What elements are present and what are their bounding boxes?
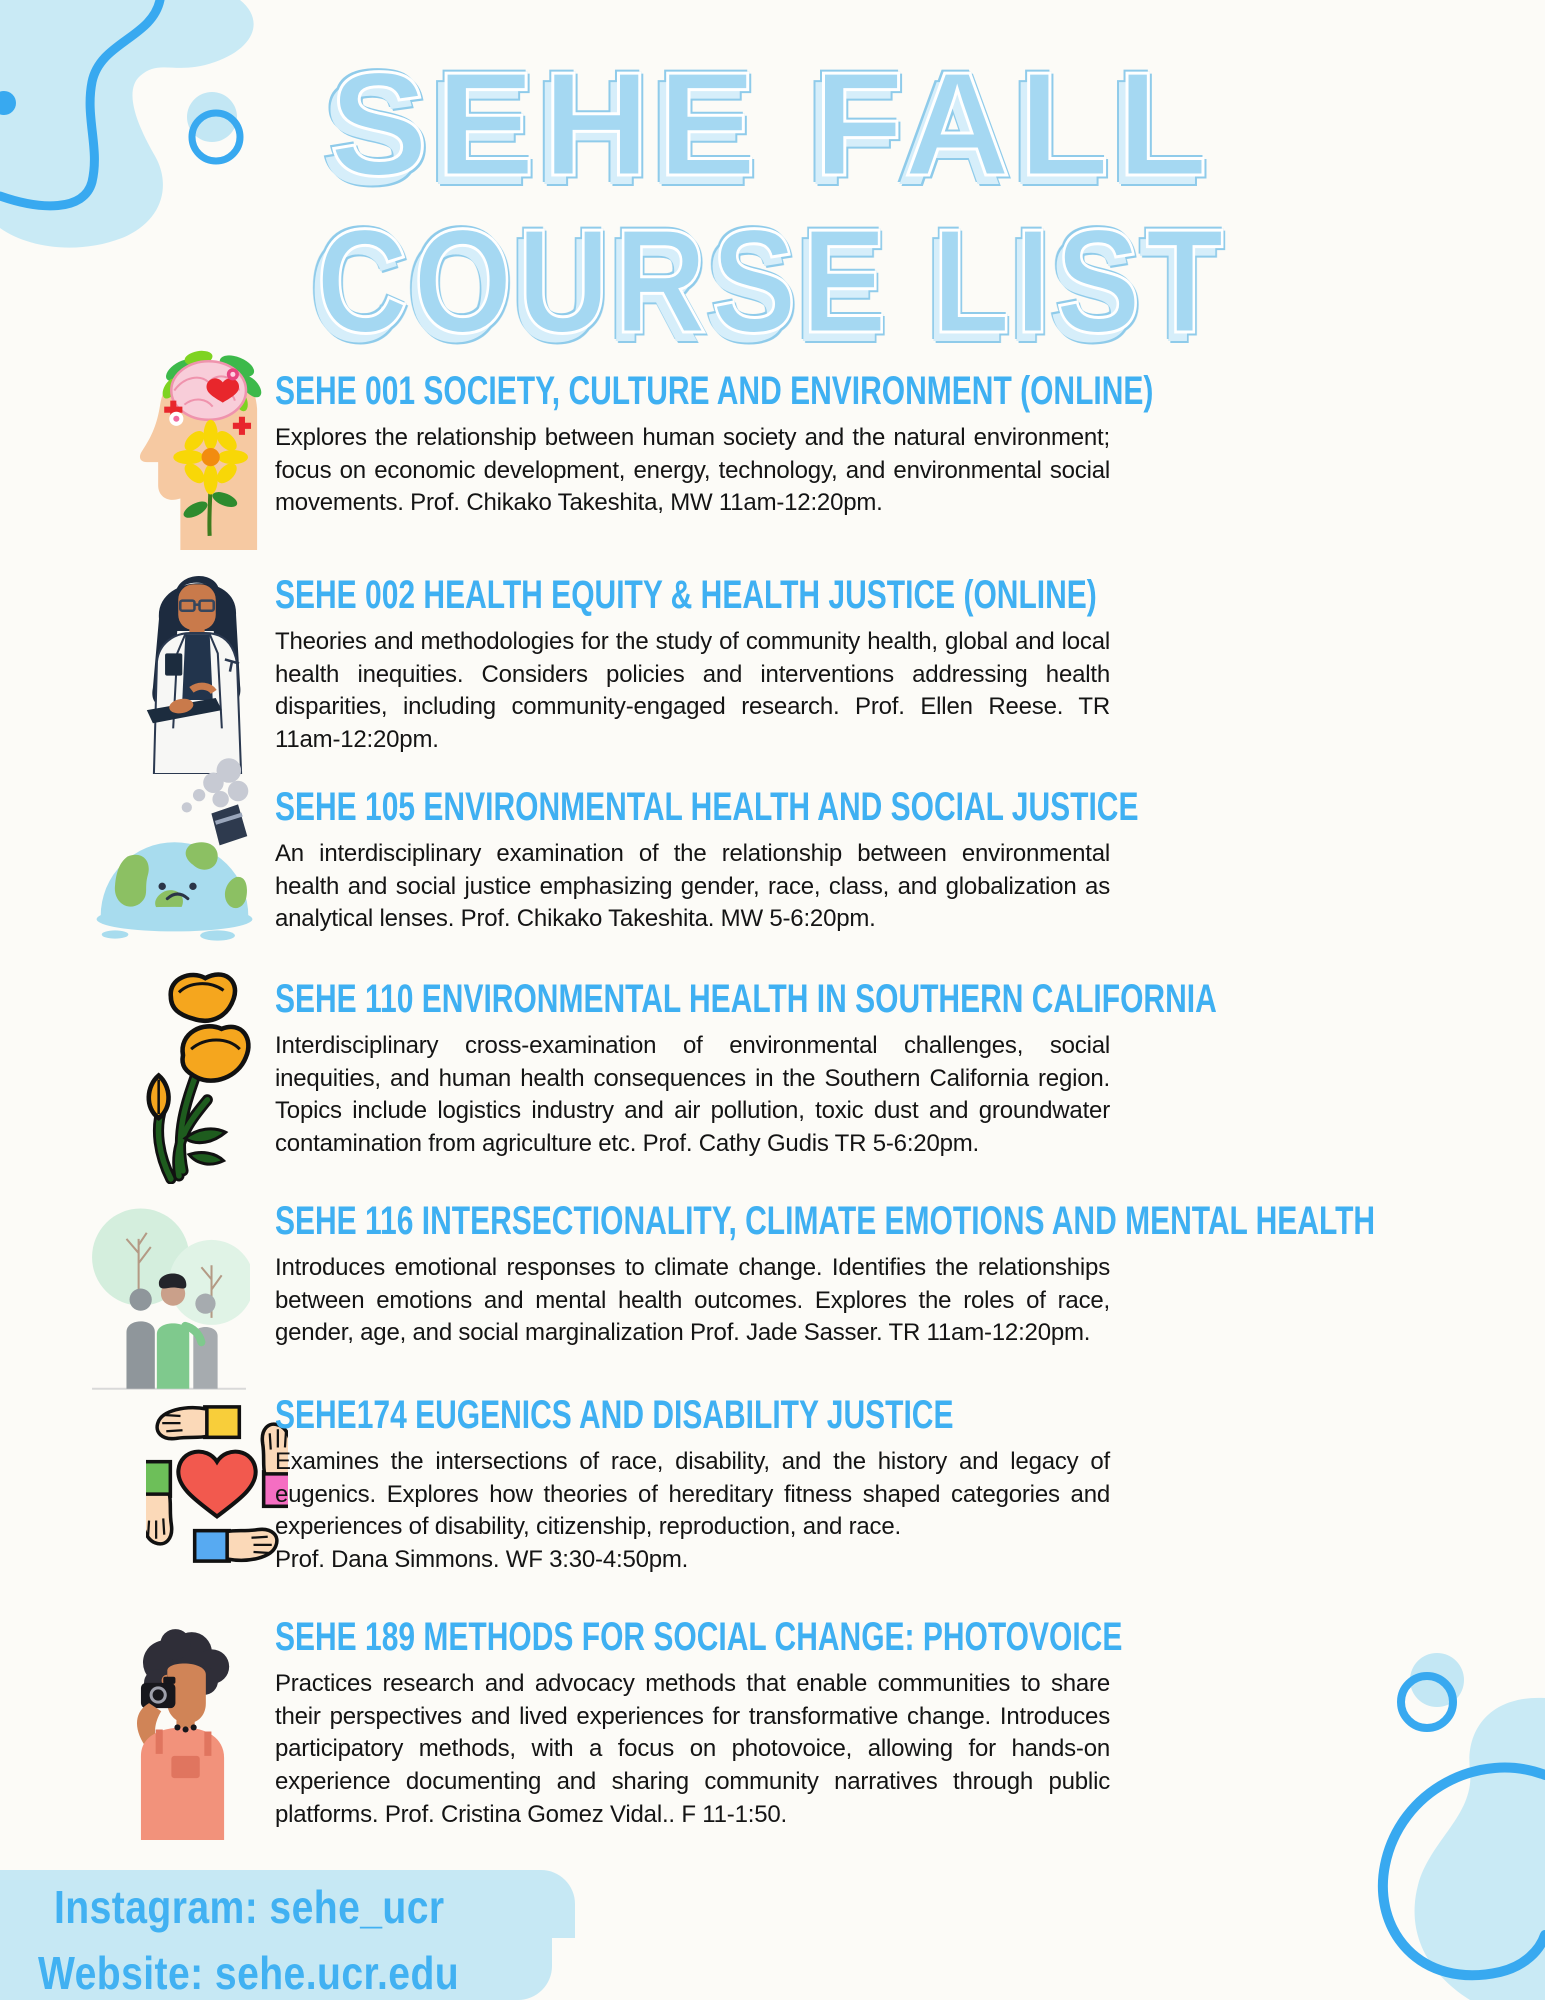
photovoice-person-icon <box>102 1622 260 1840</box>
mindful-head-icon <box>112 338 277 550</box>
title-line-1: SEHE FALL <box>329 42 1216 207</box>
climate-support-icon <box>88 1186 250 1394</box>
course-description: Examines the intersections of race, disability, and the history and legacy of eugenics. Explores how theories of hereditary fitness shaped categories and experiences of disability, citizenship, reproduction, and race. <box>275 1448 1110 1541</box>
course-title: SEHE 116 INTERSECTIONALITY, CLIMATE EMOTIONS AND MENTAL HEALTH <box>275 1199 1376 1243</box>
course-description: Theories and methodologies for the study of community health, global and local health inequities. Considers policies and interventions addressing health disparities, including community-engaged research. Prof. Ellen Reese. TR 11am-12:20pm. <box>275 628 1110 753</box>
course-title: SEHE174 EUGENICS AND DISABILITY JUSTICE <box>275 1393 954 1437</box>
course-title: SEHE 002 HEALTH EQUITY & HEALTH JUSTICE (ONLINE) <box>275 573 1097 617</box>
course-entry-sehe-001 <box>275 369 1154 520</box>
course-entry-sehe-105 <box>275 785 1139 936</box>
course-description: Introduces emotional responses to climate change. Identifies the relationships between emotions and mental health outcomes. Explores the roles of race, gender, age, and social marginalization Prof. Jade Sasser. TR 11am-12:20pm. <box>275 1254 1110 1347</box>
course-description: Practices research and advocacy methods that enable communities to share their perspectives and lived experiences for transformative change. Introduces participatory methods, with a focus on photovoice, allowing for hands-on experience documenting and sharing community narratives through public platforms. Prof. Cristina Gomez Vidal.. F 11-1:50. <box>275 1670 1110 1828</box>
course-title: SEHE 001 SOCIETY, CULTURE AND ENVIRONMENT (ONLINE) <box>275 369 1154 413</box>
course-title: SEHE 105 ENVIRONMENTAL HEALTH AND SOCIAL JUSTICE <box>275 785 1139 829</box>
course-entry-sehe-116 <box>275 1199 1376 1350</box>
course-description: Explores the relationship between human society and the natural environment; focus on economic development, energy, technology, and environmental social movements. Prof. Chikako Takeshita, MW 11am-12:20pm. <box>275 424 1110 517</box>
melting-earth-icon <box>92 750 257 955</box>
poppies-icon <box>112 966 254 1184</box>
course-entry-sehe-174 <box>275 1394 1110 1577</box>
doctor-icon <box>128 556 266 774</box>
course-title: SEHE 110 ENVIRONMENTAL HEALTH IN SOUTHERN CALIFORNIA <box>275 977 1217 1021</box>
course-description: Interdisciplinary cross-examination of environmental challenges, social inequities, and human health consequences in the Southern California region. Topics include logistics industry and air pollution, toxic dust and groundwater contamination from agriculture etc. Prof. Cathy Gudis TR 5-6:20pm. <box>275 1032 1110 1157</box>
course-entry-sehe-002 <box>275 574 1110 757</box>
course-description: An interdisciplinary examination of the relationship between environmental health and social justice emphasizing gender, race, class, and globalization as analytical lenses. Prof. Chikako Takeshita. MW 5-6:20pm. <box>275 840 1110 933</box>
bottom-right-blob-decoration <box>1360 1630 1545 2000</box>
course-professor-line: Prof. Dana Simmons. WF 3:30-4:50pm. <box>275 1545 689 1573</box>
unity-hands-heart-icon <box>146 1400 288 1568</box>
course-entry-sehe-110 <box>275 977 1217 1161</box>
instagram-handle: Instagram: sehe_ucr <box>54 1881 445 1933</box>
website-url: Website: sehe.ucr.edu <box>38 1947 460 1999</box>
title-line-2: COURSE LIST <box>316 198 1229 364</box>
page-title <box>0 42 1545 364</box>
course-title: SEHE 189 METHODS FOR SOCIAL CHANGE: PHOTOVOICE <box>275 1615 1123 1659</box>
course-entry-sehe-189 <box>275 1615 1123 1831</box>
